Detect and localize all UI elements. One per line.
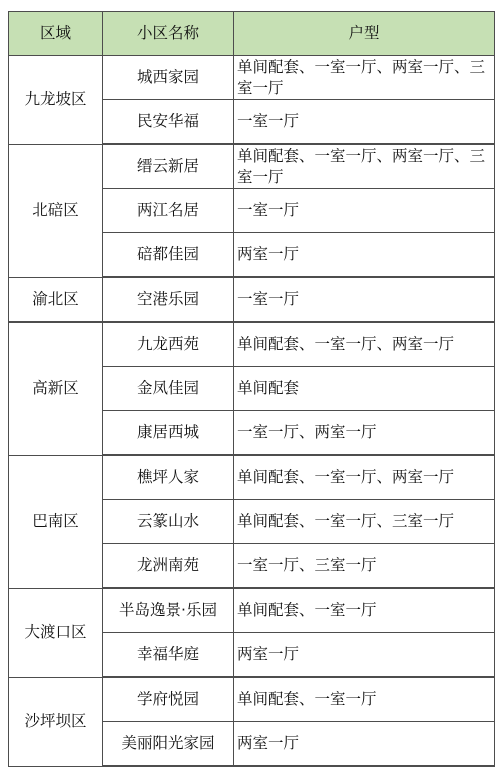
estate-name-cell: 空港乐园 xyxy=(103,277,234,322)
estate-name-cell: 半岛逸景·乐园 xyxy=(103,588,234,633)
unit-types-cell: 单间配套、一室一厅、两室一厅 xyxy=(234,322,495,367)
unit-types-cell: 单间配套、一室一厅 xyxy=(234,677,495,722)
header-district: 区域 xyxy=(9,12,103,56)
table-row xyxy=(9,277,495,322)
unit-types-cell: 一室一厅 xyxy=(234,100,495,145)
unit-types-cell: 单间配套、一室一厅、两室一厅、三室一厅 xyxy=(234,56,495,100)
estate-name-cell: 康居西城 xyxy=(103,411,234,456)
district-cell: 北碚区 xyxy=(9,144,103,277)
estate-name-cell: 美丽阳光家园 xyxy=(103,722,234,767)
estate-name-cell: 两江名居 xyxy=(103,189,234,233)
unit-types-cell: 单间配套、一室一厅、两室一厅、三室一厅 xyxy=(234,144,495,189)
unit-types-cell: 单间配套 xyxy=(234,367,495,411)
estate-name-cell: 金凤佳园 xyxy=(103,367,234,411)
estate-name-cell: 樵坪人家 xyxy=(103,455,234,500)
estate-name-cell: 民安华福 xyxy=(103,100,234,145)
unit-types-cell: 单间配套、一室一厅 xyxy=(234,588,495,633)
unit-types-cell: 一室一厅、三室一厅 xyxy=(234,544,495,589)
header-estate-name: 小区名称 xyxy=(103,12,234,56)
district-cell: 沙坪坝区 xyxy=(9,677,103,766)
estate-name-cell: 龙洲南苑 xyxy=(103,544,234,589)
estate-name-cell: 城西家园 xyxy=(103,56,234,100)
district-cell: 巴南区 xyxy=(9,455,103,588)
unit-types-cell: 两室一厅 xyxy=(234,233,495,278)
table-row xyxy=(9,144,495,189)
table-row xyxy=(9,588,495,633)
district-cell: 九龙坡区 xyxy=(9,56,103,145)
estate-name-cell: 碚都佳园 xyxy=(103,233,234,278)
estate-name-cell: 学府悦园 xyxy=(103,677,234,722)
unit-types-cell: 两室一厅 xyxy=(234,633,495,678)
header-row xyxy=(9,12,495,56)
district-cell: 渝北区 xyxy=(9,277,103,322)
estate-name-cell: 九龙西苑 xyxy=(103,322,234,367)
unit-types-cell: 一室一厅 xyxy=(234,189,495,233)
unit-types-cell: 一室一厅 xyxy=(234,277,495,322)
estate-name-cell: 缙云新居 xyxy=(103,144,234,189)
estate-name-cell: 云篆山水 xyxy=(103,500,234,544)
unit-types-cell: 一室一厅、两室一厅 xyxy=(234,411,495,456)
district-cell: 高新区 xyxy=(9,322,103,455)
unit-types-cell: 单间配套、一室一厅、两室一厅 xyxy=(234,455,495,500)
table-row xyxy=(9,56,495,100)
table-row xyxy=(9,455,495,500)
district-cell: 大渡口区 xyxy=(9,588,103,677)
table-row xyxy=(9,677,495,722)
unit-types-cell: 单间配套、一室一厅、三室一厅 xyxy=(234,500,495,544)
unit-types-cell: 两室一厅 xyxy=(234,722,495,767)
housing-table xyxy=(8,11,495,767)
estate-name-cell: 幸福华庭 xyxy=(103,633,234,678)
table-row xyxy=(9,322,495,367)
header-unit-types: 户型 xyxy=(234,12,495,56)
table-body xyxy=(9,56,495,767)
